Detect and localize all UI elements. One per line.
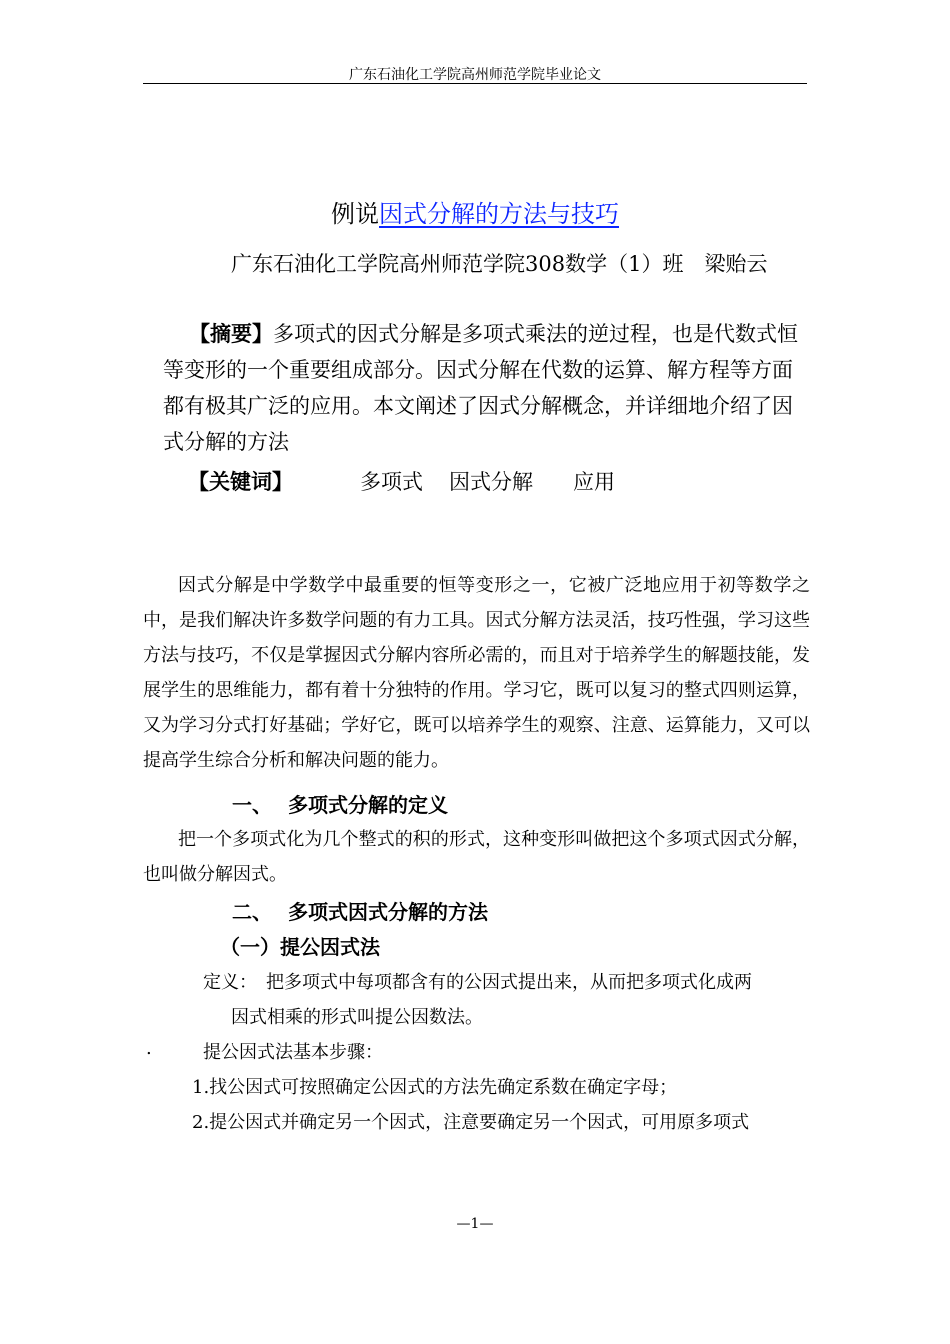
title-link[interactable]: 因式分解的方法与技巧 xyxy=(379,200,619,228)
section2-heading: 多项式因式分解的方法 xyxy=(288,900,488,924)
keyword-item: 应用 xyxy=(573,470,615,494)
header-rule xyxy=(143,83,807,84)
bullet-dot: . xyxy=(146,1038,152,1059)
section1-heading: 多项式分解的定义 xyxy=(288,793,448,817)
definition-line-1: 定义： 把多项式中每项都含有的公因式提出来，从而把多项式化成两 xyxy=(203,972,752,993)
definition-line-2: 因式相乘的形式叫提公因数法。 xyxy=(231,1007,483,1028)
subsection-heading: （一）提公因式法 xyxy=(220,935,380,959)
keyword-item: 因式分解 xyxy=(449,470,533,494)
section2-number: 二、 xyxy=(232,900,272,924)
abstract-label: 【摘要】 xyxy=(189,322,273,346)
abstract-text: 多项式的因式分解是多项式乘法的逆过程，也是代数式恒等变形的一个重要组成部分。因式分解在代数的运算、解方程等方面都有极其广泛的应用。本文阐述了因式分解概念，并详细地介绍了因式分解的方法 xyxy=(163,322,798,454)
steps-label: 提公因式法基本步骤： xyxy=(203,1042,383,1063)
section1-number: 一、 xyxy=(232,793,272,817)
intro-paragraph: 因式分解是中学数学中最重要的恒等变形之一，它被广泛地应用于初等数学之中，是我们解决许多数学问题的有力工具。因式分解方法灵活，技巧性强，学习这些方法与技巧，不仅是掌握因式分解内容所必需的，而且对于培养学生的解题技能，发展学生的思维能力，都有着十分独特的作用。学习它，既可以复习的整式四则运算，又为学习分式打好基础；学好它，既可以培养学生的观察、注意、运算能力，又可以提高学生综合分析和解决问题的能力。 xyxy=(143,575,810,771)
running-header: 广东石油化工学院高州师范学院毕业论文 xyxy=(349,67,601,83)
section1-paragraph: 把一个多项式化为几个整式的积的形式，这种变形叫做把这个多项式因式分解，也叫做分解因式。 xyxy=(143,829,810,885)
step-1: 1.找公因式可按照确定公因式的方法先确定系数在确定字母； xyxy=(192,1077,678,1098)
abstract-block xyxy=(163,316,813,460)
author-line: 广东石油化工学院高州师范学院308数学（1）班 梁贻云 xyxy=(231,252,768,276)
keywords-label: 【关键词】 xyxy=(188,470,293,494)
step-2: 2.提公因式并确定另一个因式，注意要确定另一个因式，可用原多项式 xyxy=(192,1112,750,1133)
paper-title xyxy=(0,194,950,229)
title-prefix: 例说 xyxy=(331,200,379,228)
keyword-item: 多项式 xyxy=(360,470,423,494)
page-number: —1— xyxy=(456,1216,494,1232)
